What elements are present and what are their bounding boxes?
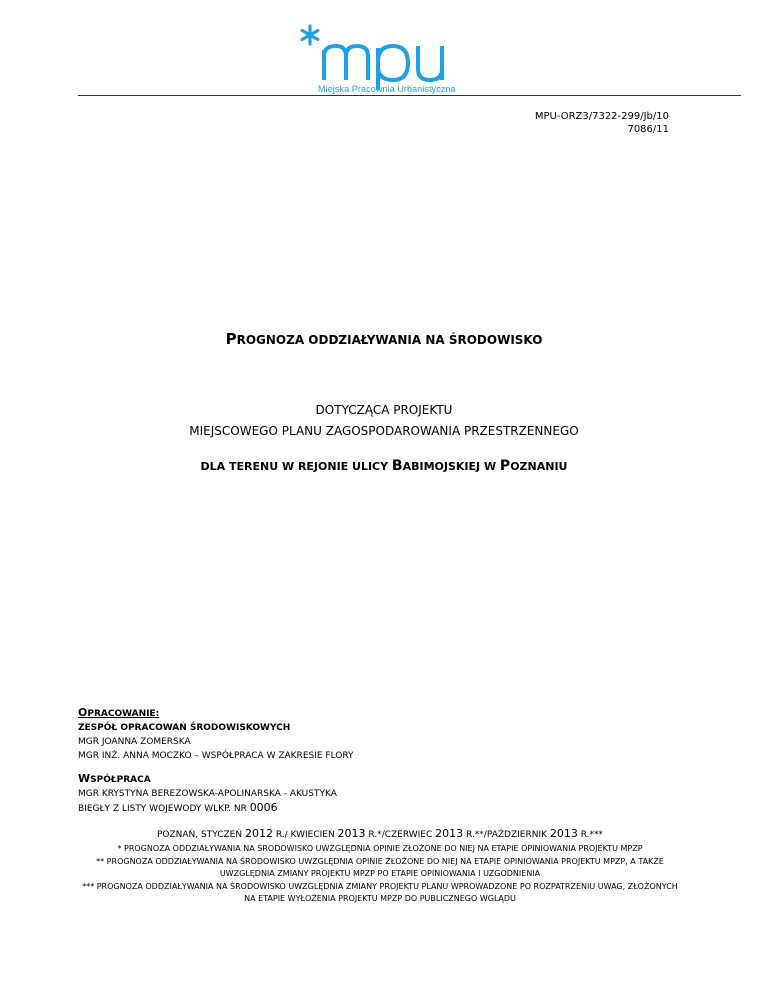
location-cap-p: P [499,458,511,474]
logo-subtitle: Miejska Pracownia Urbanistyczna [318,84,456,94]
wspolpraca-heading-cap: W [78,772,91,785]
footer-date-part: POZNAŃ, STYCZEŃ [156,830,245,840]
footer-note-3a: *** PROGNOZA ODDZIAŁYWANIA NA ŚRODOWISKO UWZGLĘDNIA ZMIANY PROJEKTU PLANU WPROWADZONE PO ROZPATRZENIU UWAG, ZŁOŻONYCH [82,881,678,891]
opracowanie-heading-rest: PRACOWANIE: [87,709,160,719]
document-footer [60,826,700,906]
reference-number: MPU-ORZ3/7322-299/Jb/10 [534,111,669,122]
footer-note-3b: NA ETAPIE WYŁOŻENIA PROJEKTU MPZP DO PUBLICZNEGO WGLĄDU [244,894,516,903]
footer-note-1: * PROGNOZA ODDZIAŁYWANIA NA ŚRODOWISKO UWZGLĘDNIA OPINIE ZŁOŻONE DO NIEJ NA ETAPIE OPINIOWANIA PROJEKTU MPZP [117,844,643,853]
footer-date-part: R./ KWIECIEŃ [272,830,338,840]
document-title-location [0,458,768,474]
wspolpraca-heading-rest: SPÓŁPRACA [90,775,151,785]
document-title [0,330,768,348]
opracowanie-heading [78,706,354,721]
location-part-3: OZNANIU [510,460,568,473]
footer-note-2a: ** PROGNOZA ODDZIAŁYWANIA NA ŚRODOWISKO UWZGLĘDNIA OPINIE ZŁOŻONE DO NIEJ NA ETAPIE OPINIOWANIA PROJEKTU MPZP, A TAKŻE [96,856,664,866]
footer-note-2b: UWZGLĘDNIA ZMIANY PROJEKTU MPZP PO ETAPIE OPINIOWANIA I UZGODNIENIA [219,869,541,878]
subtitle-line-1: DOTYCZĄCA PROJEKTU [315,403,453,417]
wspolpraca-section [78,772,337,816]
location-part-1: DLA TERENU W REJONIE ULICY [200,460,392,473]
location-part-2: ABIMOJSKIEJ W [402,460,500,473]
document-subtitle [0,400,768,442]
opracowanie-heading-cap: O [78,706,88,719]
footer-year: 2013 [435,827,464,840]
subtitle-line-2: MIEJSCOWEGO PLANU ZAGOSPODAROWANIA PRZESTRZENNEGO [189,424,579,438]
location-cap-b: B [391,458,403,474]
footer-dates [60,826,700,843]
wspolpraca-person-2-label: BIEGŁY Z LISTY WOJEWODY WLKP. NR [78,804,250,814]
wspolpraca-person-1: MGR KRYSTYNA BEREZOWSKA-APOLINARSKA - AKUSTYKA [78,789,337,799]
title-rest: ROGNOZA ODDZIAŁYWANIA NA ŚRODOWISKO [236,333,543,347]
opracowanie-team: ZESPÓŁ OPRACOWAŃ ŚRODOWISKOWYCH [78,723,291,733]
opracowanie-person-1: MGR JOANNA ZOMERSKA [78,737,191,747]
opracowanie-person-2: MGR INŻ. ANNA MOCZKO – WSPÓŁPRACA W ZAKRESIE FLORY [78,751,354,761]
document-reference [535,110,669,136]
title-initial: P [225,330,237,348]
footer-date-part: R.*/CZERWIEC [365,830,436,840]
wspolpraca-heading [78,772,337,787]
mpu-logo-mark [290,22,490,90]
opracowanie-section [78,706,354,763]
header-divider [78,95,741,96]
footer-year: 2012 [244,827,273,840]
wspolpraca-person-2 [78,801,337,816]
wspolpraca-person-2-number: 0006 [249,801,278,814]
footer-date-part: R.*** [577,830,604,840]
footer-date-part: R.**/PAŹDZIERNIK [463,830,550,840]
reference-number-2: 7086/11 [627,124,669,135]
footer-year: 2013 [337,827,366,840]
footer-year: 2013 [549,827,578,840]
